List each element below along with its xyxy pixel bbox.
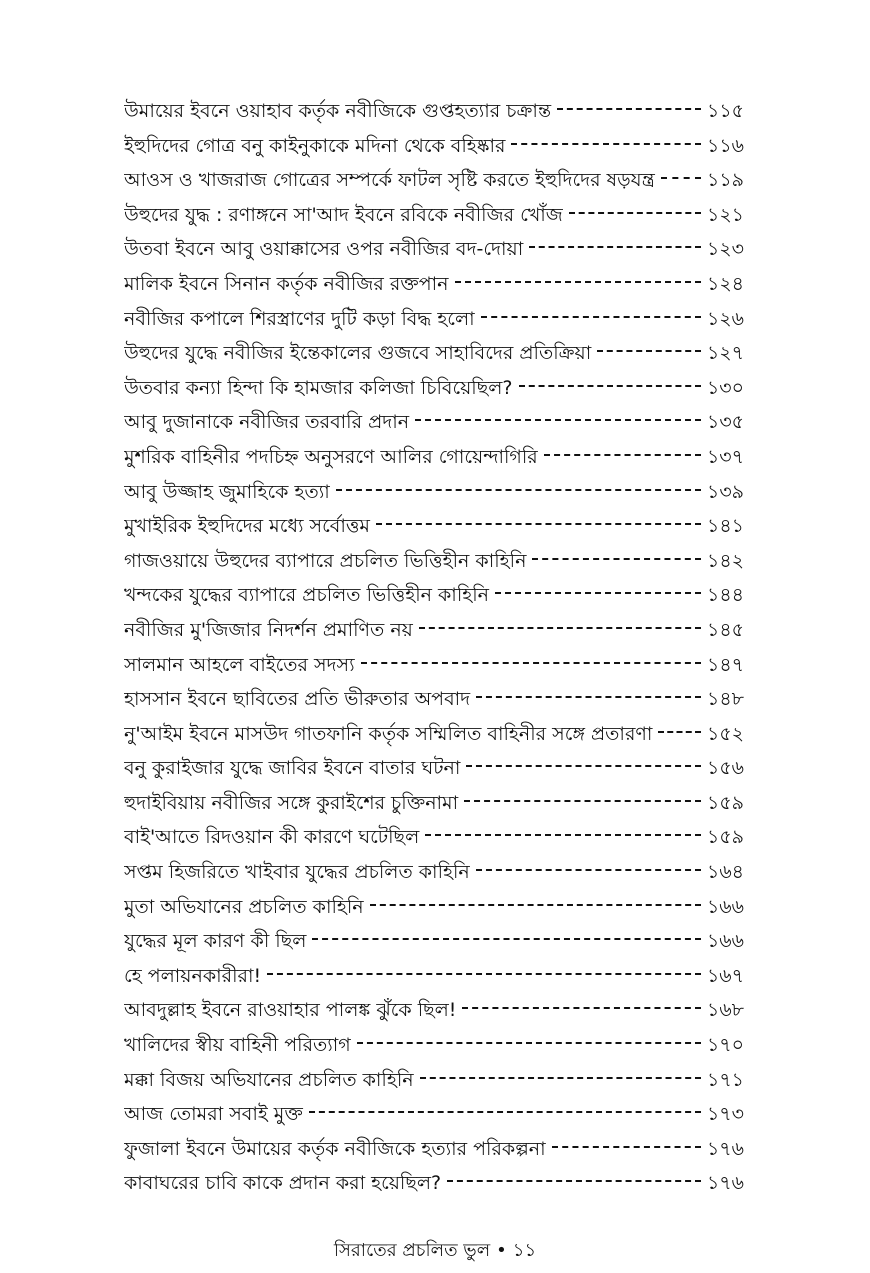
- toc-entry-page: ১৭৬: [706, 1172, 744, 1195]
- toc-dot-leader: [529, 246, 701, 248]
- toc-entry-title: আবু উজ্জাহ জুমাহিকে হত্যা: [124, 480, 330, 503]
- toc-entry: [124, 163, 744, 198]
- toc-entry: [124, 820, 744, 855]
- toc-dot-leader: [476, 696, 701, 698]
- toc-entry-page: ১৫৬: [706, 757, 744, 780]
- toc-entry: [124, 1166, 744, 1201]
- toc-entry-title: নু'আইম ইবনে মাসউদ গাতফানি কর্তৃক সম্মিলিত বাহিনীর সঙ্গে প্রতারণা: [124, 722, 653, 745]
- toc-entry-title: মুতা অভিযানের প্রচলিত কাহিনি: [124, 895, 364, 918]
- toc-entry-page: ১৪৮: [707, 688, 744, 711]
- toc-entry-title: ফুজালা ইবনে উমায়ের কর্তৃক নবীজিকে হত্যার পরিকল্পনা: [124, 1137, 546, 1160]
- toc-dot-leader: [476, 869, 701, 871]
- toc-dot-leader: [336, 489, 701, 491]
- toc-entry-page: ১৬৬: [706, 895, 744, 918]
- toc-entry-page: ১৫৯: [707, 826, 744, 849]
- toc-entry-page: ১১৫: [707, 100, 744, 122]
- toc-dot-leader: [357, 1042, 701, 1044]
- toc-entry-page: ১২৬: [706, 307, 744, 330]
- toc-dot-leader: [267, 973, 701, 975]
- toc-dot-leader: [361, 662, 701, 664]
- page-footer: [0, 1236, 870, 1267]
- toc-entry-title: মুখাইরিক ইহুদিদের মধ্যে সর্বোত্তম: [124, 515, 370, 538]
- toc-entry-page: ১৪২: [706, 549, 744, 572]
- toc-entry-page: ১৭১: [706, 1068, 744, 1091]
- toc-entry-title: আবু দুজানাকে নবীজির তরবারি প্রদান: [124, 411, 410, 434]
- toc-entry-title: হুদাইবিয়ায় নবীজির সঙ্গে কুরাইশের চুক্তিনামা: [124, 791, 459, 814]
- toc-entry-title: হে পলায়নকারীরা!: [124, 964, 262, 987]
- toc-entry: [124, 440, 744, 475]
- toc-entry-title: কাবাঘরের চাবি কাকে প্রদান করা হয়েছিল?: [124, 1172, 442, 1195]
- toc-dot-leader: [447, 1180, 701, 1182]
- toc-entry: [124, 1028, 744, 1063]
- toc-entry-title: সালমান আহলে বাইতের সদস্য: [124, 653, 355, 676]
- toc-entry-page: ১৬৬: [706, 930, 744, 953]
- toc-entry-title: নবীজির মু'জিজার নিদর্শন প্রমাণিত নয়: [124, 618, 413, 641]
- toc-entry-title: উতবার কন্যা হিন্দা কি হামজার কলিজা চিবিয়েছিল?: [124, 376, 513, 399]
- toc-entry: [124, 717, 744, 752]
- toc-dot-leader: [415, 419, 701, 421]
- toc-entry: [124, 682, 744, 717]
- toc-entry: [124, 578, 744, 613]
- toc-dot-leader: [495, 592, 701, 594]
- toc-entry-page: ১২৪: [706, 272, 744, 295]
- toc-dot-leader: [658, 731, 701, 733]
- toc-entry-title: বাই'আতে রিদওয়ান কী কারণে ঘটেছিল: [124, 826, 420, 849]
- toc-entry-title: ইহুদিদের গোত্র বনু কাইনুকাকে মদিনা থেকে বহিষ্কার: [124, 134, 506, 157]
- toc-entry-page: ১৫২: [706, 722, 744, 745]
- toc-dot-leader: [569, 212, 701, 214]
- table-of-contents: [124, 94, 744, 1201]
- toc-dot-leader: [557, 108, 701, 110]
- toc-dot-leader: [544, 454, 701, 456]
- toc-entry: [124, 751, 744, 786]
- toc-entry-page: ১৩৭: [706, 445, 744, 468]
- toc-dot-leader: [370, 904, 701, 906]
- toc-entry-page: ১৬৪: [706, 861, 744, 884]
- toc-entry-page: ১৫৯: [707, 791, 744, 814]
- toc-entry-page: ১২১: [706, 203, 744, 226]
- toc-entry-page: ১৪৭: [706, 653, 744, 676]
- toc-entry: [124, 993, 744, 1028]
- toc-entry-title: উমায়ের ইবনে ওয়াহাব কর্তৃক নবীজিকে গুপ্তহত্যার চক্রান্ত: [124, 100, 552, 122]
- toc-entry: [124, 890, 744, 925]
- toc-dot-leader: [419, 627, 701, 629]
- toc-entry-title: উহুদের যুদ্ধে নবীজির ইন্তেকালের গুজবে সাহাবিদের প্রতিক্রিয়া: [124, 342, 592, 365]
- toc-dot-leader: [464, 800, 701, 802]
- footer-book-title: সিরাতের প্রচলিত ভুল: [333, 1240, 491, 1261]
- toc-dot-leader: [552, 1146, 701, 1148]
- toc-entry: [124, 959, 744, 994]
- toc-entry-title: মালিক ইবনে সিনান কর্তৃক নবীজির রক্তপান: [124, 272, 449, 295]
- toc-dot-leader: [481, 316, 701, 318]
- toc-entry-title: আবদুল্লাহ ইবনে রাওয়াহার পালঙ্ক ঝুঁকে ছিল!: [124, 999, 457, 1022]
- toc-entry-title: উতবা ইবনে আবু ওয়াক্কাসের ওপর নবীজির বদ-দোয়া: [124, 238, 524, 261]
- toc-dot-leader: [462, 1007, 701, 1009]
- toc-dot-leader: [532, 558, 701, 560]
- toc-dot-leader: [425, 834, 701, 836]
- toc-entry: [124, 405, 744, 440]
- toc-entry-title: আজ তোমরা সবাই মুক্ত: [124, 1103, 303, 1126]
- toc-entry-page: ১৪৫: [707, 618, 744, 641]
- toc-entry: [124, 475, 744, 510]
- toc-entry: [124, 613, 744, 648]
- toc-dot-leader: [420, 1077, 701, 1079]
- toc-entry-page: ১১৯: [707, 169, 744, 192]
- toc-dot-leader: [511, 143, 701, 145]
- toc-entry-title: উহুদের যুদ্ধ : রণাঙ্গনে সা'আদ ইবনে রবিকে নবীজির খোঁজ: [124, 203, 563, 226]
- toc-entry-title: মক্কা বিজয় অভিযানের প্রচলিত কাহিনি: [124, 1068, 414, 1091]
- toc-dot-leader: [376, 523, 701, 525]
- toc-entry-page: ১২৩: [706, 238, 744, 261]
- toc-entry-page: ১৪৪: [707, 584, 744, 607]
- toc-entry: [124, 267, 744, 302]
- toc-dot-leader: [661, 177, 701, 179]
- toc-entry-page: ১৪১: [707, 515, 744, 538]
- toc-entry: [124, 855, 744, 890]
- toc-entry: [124, 1132, 744, 1167]
- toc-entry: [124, 129, 744, 164]
- toc-entry-title: খন্দকের যুদ্ধের ব্যাপারে প্রচলিত ভিত্তিহীন কাহিনি: [124, 584, 490, 607]
- toc-dot-leader: [466, 765, 701, 767]
- toc-entry: [124, 648, 744, 683]
- toc-dot-leader: [309, 1111, 701, 1113]
- toc-entry-title: গাজওয়ায়ে উহুদের ব্যাপারে প্রচলিত ভিত্তিহীন কাহিনি: [124, 549, 527, 572]
- toc-entry-title: হাসসান ইবনে ছাবিতের প্রতি ভীরুতার অপবাদ: [124, 688, 471, 711]
- toc-entry-title: সপ্তম হিজরিতে খাইবার যুদ্ধের প্রচলিত কাহিনি: [124, 861, 470, 884]
- toc-entry-page: ১৭০: [706, 1034, 744, 1057]
- toc-entry-page: ১৩৯: [706, 480, 744, 503]
- toc-entry-page: ১৬৭: [706, 964, 744, 987]
- toc-entry-title: মুশরিক বাহিনীর পদচিহ্ন অনুসরণে আলির গোয়েন্দাগিরি: [124, 445, 538, 468]
- toc-entry: [124, 371, 744, 406]
- toc-dot-leader: [312, 938, 701, 940]
- toc-entry: [124, 786, 744, 821]
- toc-entry-page: ১৩৫: [706, 411, 744, 434]
- toc-entry: [124, 1063, 744, 1098]
- footer-separator: •: [496, 1240, 507, 1261]
- toc-dot-leader: [519, 385, 701, 387]
- toc-entry: [124, 94, 744, 129]
- toc-entry-title: খালিদের স্বীয় বাহিনী পরিত্যাগ: [124, 1034, 351, 1057]
- toc-entry-page: ১১৬: [706, 134, 744, 157]
- toc-entry-title: নবীজির কপালে শিরস্ত্রাণের দুটি কড়া বিদ্ধ হলো: [124, 307, 475, 330]
- toc-entry-page: ১৩০: [706, 376, 744, 399]
- toc-entry-title: যুদ্ধের মূল কারণ কী ছিল: [124, 930, 307, 953]
- toc-entry: [124, 1097, 744, 1132]
- toc-entry: [124, 198, 744, 233]
- toc-entry: [124, 544, 744, 579]
- footer-page-number: ১১: [512, 1240, 537, 1261]
- toc-entry-title: আওস ও খাজরাজ গোত্রের সম্পর্কে ফাটল সৃষ্টি করতে ইহুদিদের ষড়যন্ত্র: [124, 169, 655, 192]
- toc-entry: [124, 509, 744, 544]
- toc-entry: [124, 336, 744, 371]
- toc-dot-leader: [597, 350, 701, 352]
- toc-entry: [124, 302, 744, 337]
- toc-entry-page: ১৬৮: [706, 999, 744, 1022]
- toc-entry-page: ১৭৩: [706, 1103, 744, 1126]
- toc-dot-leader: [455, 281, 701, 283]
- toc-entry: [124, 232, 744, 267]
- toc-entry-page: ১৭৬: [706, 1137, 744, 1160]
- toc-entry: [124, 924, 744, 959]
- toc-entry-title: বনু কুরাইজার যুদ্ধে জাবির ইবনে বাতার ঘটনা: [124, 757, 461, 780]
- toc-entry-page: ১২৭: [706, 342, 744, 365]
